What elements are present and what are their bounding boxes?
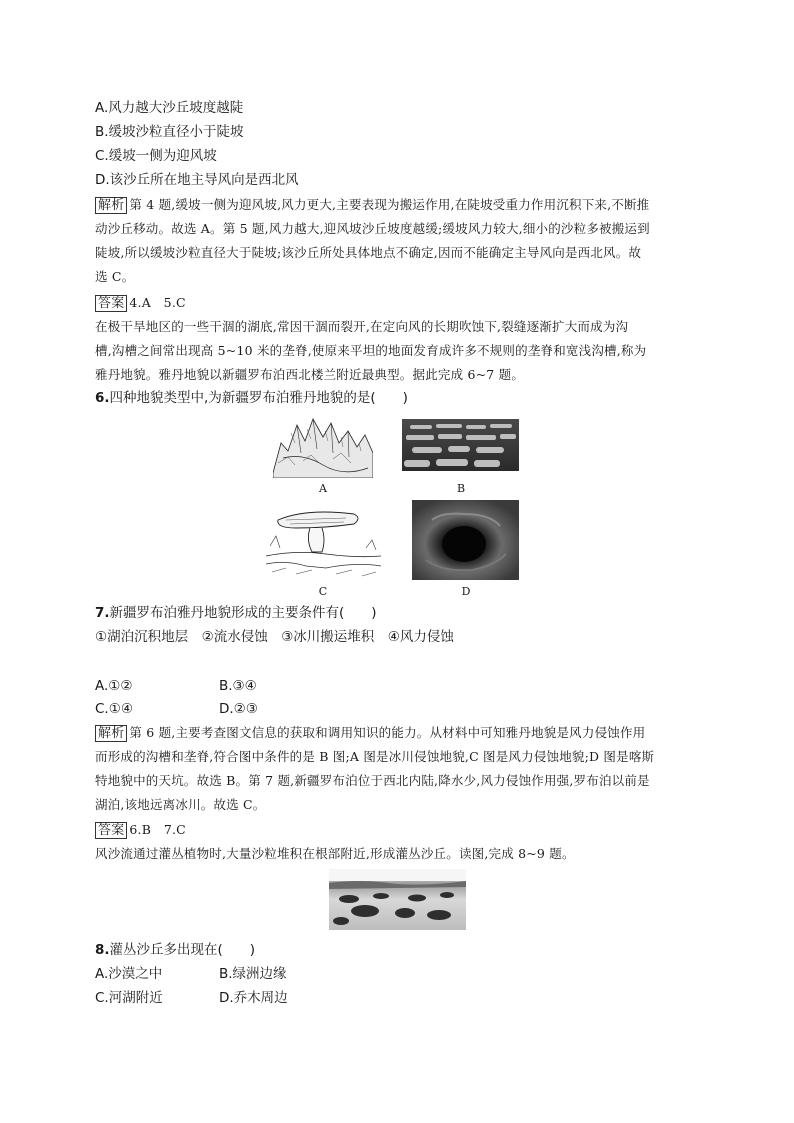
question-7-option-a: A.①②: [95, 678, 133, 694]
answer-1-text: 4.A 5.C: [129, 295, 186, 310]
question-7-text: 新疆罗布泊雅丹地貌形成的主要条件有( ): [109, 605, 377, 621]
question-8: [95, 941, 255, 959]
analysis-1-line-1: [95, 196, 649, 214]
material-3-line-1: 风沙流通过灌丛植物时,大量沙粒堆积在根部附近,形成灌丛沙丘。读图,完成 8~9 题。: [95, 846, 575, 861]
question-7-option-b: B.③④: [219, 678, 257, 694]
question-6-number: 6.: [95, 390, 110, 406]
question-8-option-a: A.沙漠之中: [95, 966, 163, 982]
question-7-conditions: ①湖泊沉积地层 ②流水侵蚀 ③冰川搬运堆积 ④风力侵蚀: [95, 629, 454, 645]
answer-2-text: 6.B 7.C: [129, 822, 186, 837]
q5-option-a: A.风力越大沙丘坡度越陡: [95, 100, 244, 116]
analysis-1-text-1: 第 4 题,缓坡一侧为迎风坡,风力更大,主要表现为搬运作用,在陡坡受重力作用沉积下来,不断推: [129, 197, 650, 212]
analysis-2-text-1: 第 6 题,主要考查图文信息的获取和调用知识的能力。从材料中可知雅丹地貌是风力侵蚀作用: [129, 725, 646, 740]
figure-a-glacier-sketch: [273, 413, 373, 478]
question-8-option-d: D.乔木周边: [219, 990, 288, 1006]
question-7-option-d: D.②③: [219, 701, 258, 717]
analysis-1-line-2: 动沙丘移动。故选 A。第 5 题,风力越大,迎风坡沙丘坡度越缓;缓坡风力较大,细小的沙粒多被搬运到: [95, 221, 650, 236]
analysis-1-line-4: 选 C。: [95, 269, 135, 284]
figure-c-mushroom-rock-sketch: [266, 506, 381, 580]
analysis-tag-2: 解析: [95, 725, 127, 742]
analysis-tag: 解析: [95, 197, 127, 214]
analysis-1-line-3: 陡坡,所以缓坡沙粒直径大于陡坡;该沙丘所处具体地点不确定,因而不能确定主导风向是西北风。故: [95, 245, 642, 260]
figure-b-label: B: [456, 482, 466, 495]
answer-tag: 答案: [95, 295, 127, 312]
question-8-option-c: C.河湖附近: [95, 990, 163, 1006]
question-6: [95, 389, 408, 407]
q5-option-d: D.该沙丘所在地主导风向是西北风: [95, 172, 299, 188]
question-8-number: 8.: [95, 942, 110, 958]
material-2-line-2: 槽,沟槽之间常出现高 5~10 米的垄脊,使原来平坦的地面发育成许多不规则的垄脊和宽浅沟槽,称为: [95, 343, 647, 358]
figure-c-label: C: [318, 585, 328, 598]
q5-option-c: C.缓坡一侧为迎风坡: [95, 148, 217, 164]
figure-d-label: D: [461, 585, 471, 598]
figure-b-yardang-photo: [402, 419, 519, 471]
analysis-2-line-2: 而形成的沟槽和垄脊,符合图中条件的是 B 图;A 图是冰川侵蚀地貌,C 图是风力侵蚀地貌;D 图是喀斯: [95, 749, 655, 764]
answer-tag-2: 答案: [95, 822, 127, 839]
question-7-number: 7.: [95, 605, 110, 621]
question-8-text: 灌丛沙丘多出现在( ): [109, 942, 256, 958]
analysis-2-line-3: 特地貌中的天坑。故选 B。第 7 题,新疆罗布泊位于西北内陆,降水少,风力侵蚀作用强,罗布泊以前是: [95, 773, 650, 788]
answer-2: [95, 821, 186, 839]
answer-1: [95, 294, 186, 312]
q5-option-b: B.缓坡沙粒直径小于陡坡: [95, 124, 244, 140]
analysis-2-line-4: 湖泊,该地远离冰川。故选 C。: [95, 797, 266, 812]
material-2-line-1: 在极干旱地区的一些干涸的湖底,常因干涸而裂开,在定向风的长期吹蚀下,裂缝逐渐扩大而成为沟: [95, 319, 629, 334]
material-2-line-3: 雅丹地貌。雅丹地貌以新疆罗布泊西北楼兰附近最典型。据此完成 6~7 题。: [95, 367, 525, 382]
question-6-text: 四种地貌类型中,为新疆罗布泊雅丹地貌的是( ): [109, 390, 408, 406]
question-7-option-c: C.①④: [95, 701, 133, 717]
figure-shrub-dunes-photo: [329, 869, 466, 930]
question-8-option-b: B.绿洲边缘: [219, 966, 287, 982]
analysis-2-line-1: [95, 724, 645, 742]
question-7: [95, 604, 377, 622]
figure-d-sinkhole-photo: [412, 500, 519, 580]
figure-a-label: A: [319, 482, 327, 495]
